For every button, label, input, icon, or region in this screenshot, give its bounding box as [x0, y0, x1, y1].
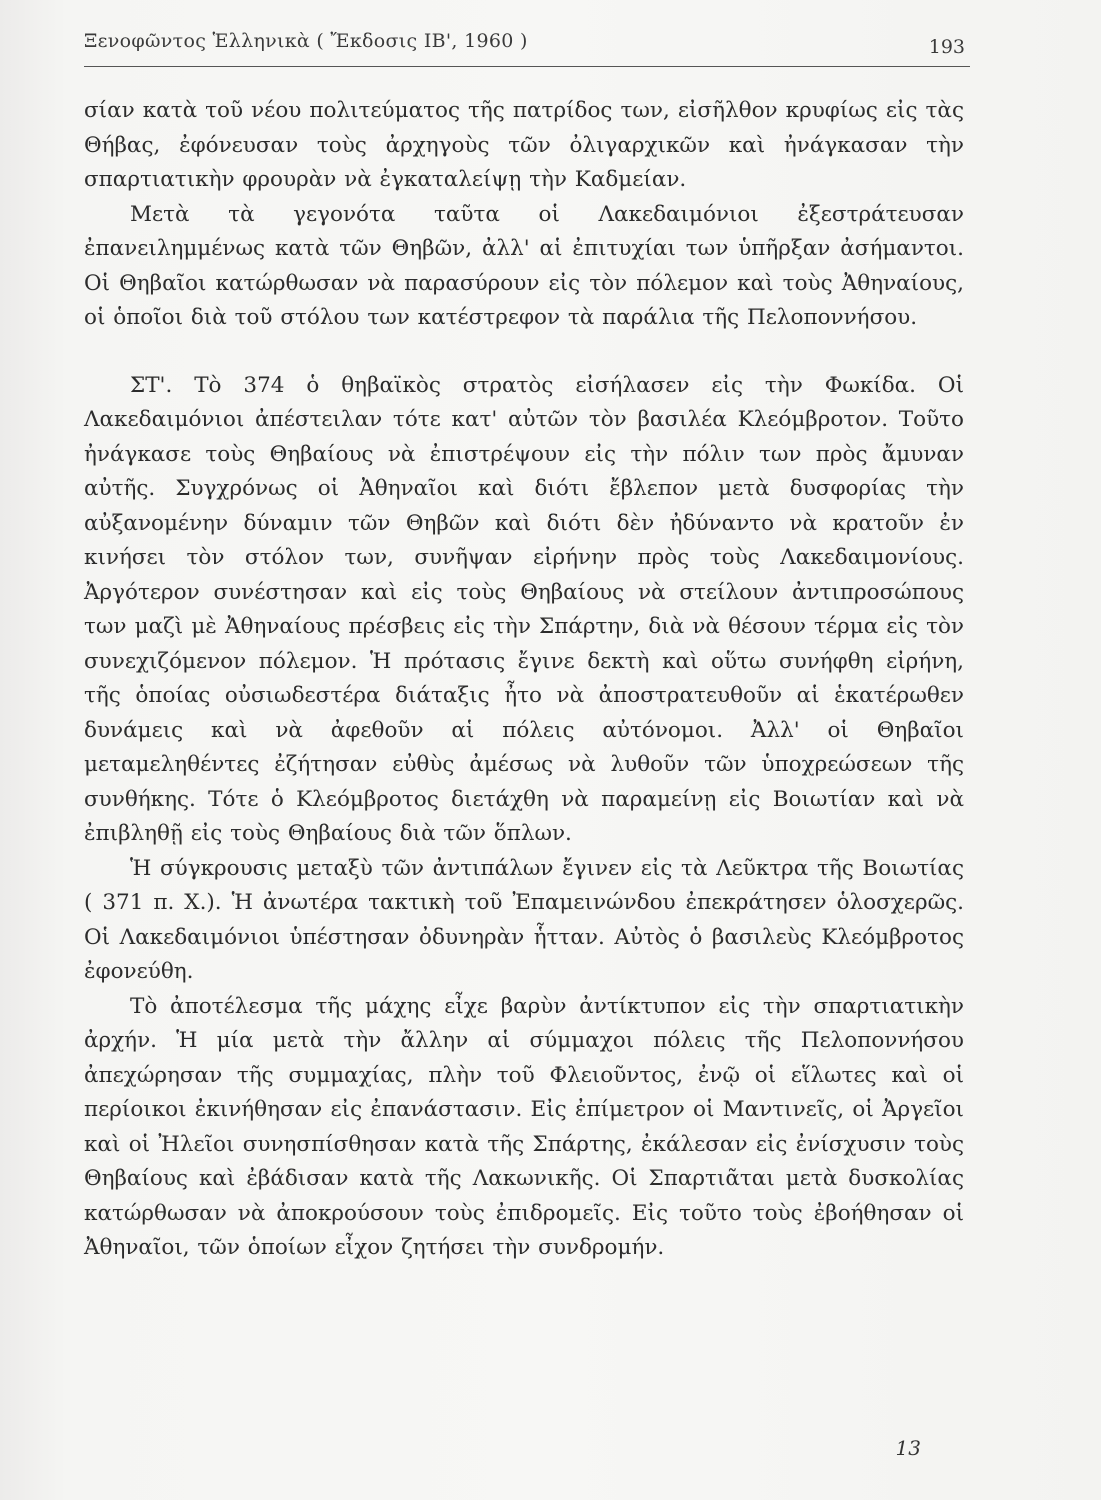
- header-rule: [84, 66, 970, 67]
- paragraph: Τὸ ἀποτέλεσμα τῆς μάχης εἶχε βαρὺν ἀντίκτυπον εἰς τὴν σπαρτιατικὴν ἀρχήν. Ἡ μία μετὰ τὴν ἄλλην αἱ σύμμαχοι πόλεις τῆς Πελοποννήσου ἀπεχώρησαν τῆς συμμαχίας, πλὴν τοῦ Φλειοῦντος, ἐνῷ οἱ εἵλωτες καὶ οἱ περίοικοι ἐκινήθησαν εἰς ἐπανάστασιν. Εἰς ἐπίμετρον οἱ Μαντινεῖς, οἱ Ἀργεῖοι καὶ οἱ Ἠλεῖοι συνησπίσθησαν κατὰ τῆς Σπάρτης, ἐκάλεσαν εἰς ἐνίσχυσιν τοὺς Θηβαίους καὶ ἐβάδισαν κατὰ τῆς Λακωνικῆς. Οἱ Σπαρτιᾶται μετὰ δυσκολίας κατώρθωσαν νὰ ἀποκρούσουν τοὺς ἐπιδρομεῖς. Εἰς τοῦτο τοὺς ἐβοήθησαν οἱ Ἀθηναῖοι, τῶν ὁποίων εἶχον ζητήσει τὴν συνδρομήν.: [84, 993, 964, 1260]
- paragraph-section-st: ΣΤ'. Τὸ 374 ὁ θηβαϊκὸς στρατὸς εἰσήλασεν εἰς τὴν Φωκίδα. Οἱ Λακεδαιμόνιοι ἀπέστειλαν τότε κατ' αὐτῶν τὸν βασιλέα Κλεόμβροτον. Τοῦτο ἠνάγκασε τοὺς Θηβαίους νὰ ἐπιστρέψουν εἰς τὴν πόλιν των πρὸς ἄμυναν αὐτῆς. Συγχρόνως οἱ Ἀθηναῖοι καὶ διότι ἔβλεπον μετὰ δυσφορίας τὴν αὐξανομένην δύναμιν τῶν Θηβῶν καὶ διότι δὲν ἠδύναντο νὰ κρατοῦν ἐν κινήσει τὸν στόλον των, συνῆψαν εἰρήνην πρὸς τοὺς Λακεδαιμονίους. Ἀργότερον συνέστησαν καὶ εἰς τοὺς Θηβαίους νὰ στείλουν ἀντιπροσώπους των μαζὶ μὲ Ἀθηναίους πρέσβεις εἰς τὴν Σπάρτην, διὰ νὰ θέσουν τέρμα εἰς τὸν συνεχιζόμενον πόλεμον. Ἡ πρότασις ἔγινε δεκτὴ καὶ οὕτω συνήφθη εἰρήνη, τῆς ὁποίας οὐσιωδεστέρα διάταξις ἦτο νὰ ἀποστρατευθοῦν αἱ ἑκατέρωθεν δυνάμεις καὶ νὰ ἀφεθοῦν αἱ πόλεις αὐτόνομοι. Ἀλλ' οἱ Θηβαῖοι μεταμεληθέντες ἐζήτησαν εὐθὺς ἀμέσως νὰ λυθοῦν τῶν ὑποχρεώσεων τῆς συνθήκης. Τότε ὁ Κλεόμβροτος διετάχθη νὰ παραμείνῃ εἰς Βοιωτίαν καὶ νὰ ἐπιβληθῇ εἰς τοὺς Θηβαίους διὰ τῶν ὅπλων.: [84, 372, 964, 846]
- paragraph: Ἡ σύγκρουσις μεταξὺ τῶν ἀντιπάλων ἔγινεν εἰς τὰ Λεῦκτρα τῆς Βοιωτίας ( 371 π. Χ.). Ἡ ἀνωτέρα τακτικὴ τοῦ Ἐπαμεινώνδου ἐπεκράτησεν ὁλοσχερῶς. Οἱ Λακεδαιμόνιοι ὑπέστησαν ὀδυνηρὰν ἧτταν. Αὐτὸς ὁ βασιλεὺς Κλεόμβροτος ἐφονεύθη.: [84, 855, 964, 984]
- signature-mark: 13: [895, 1436, 921, 1460]
- paragraph: Μετὰ τὰ γεγονότα ταῦτα οἱ Λακεδαιμόνιοι ἐξεστράτευσαν ἐπανειλημμένως κατὰ τῶν Θηβῶν, ἀλλ' αἱ ἐπιτυχίαι των ὑπῆρξαν ἀσήμαντοι. Οἱ Θηβαῖοι κατώρθωσαν νὰ παρασύρουν εἰς τὸν πόλεμον καὶ τοὺς Ἀθηναίους, οἱ ὁποῖοι διὰ τοῦ στόλου των κατέστρεφον τὰ παράλια τῆς Πελοποννήσου.: [84, 201, 964, 330]
- page-number: 193: [928, 36, 965, 58]
- running-head-title: Ξενοφῶντος Ἑλληνικὰ ( Ἔκδοσις ΙΒ', 1960 ): [84, 30, 528, 52]
- paragraph-continuation: σίαν κατὰ τοῦ νέου πολιτεύματος τῆς πατρίδος των, εἰσῆλθον κρυφίως εἰς τὰς Θήβας, ἐφόνευσαν τοὺς ἀρχηγοὺς τῶν ὀλιγαρχικῶν καὶ ἠνάγκασαν τὴν σπαρτιατικὴν φρουρὰν νὰ ἐγκαταλείψῃ τὴν Καδμείαν.: [84, 98, 964, 192]
- body-text: [84, 94, 964, 1266]
